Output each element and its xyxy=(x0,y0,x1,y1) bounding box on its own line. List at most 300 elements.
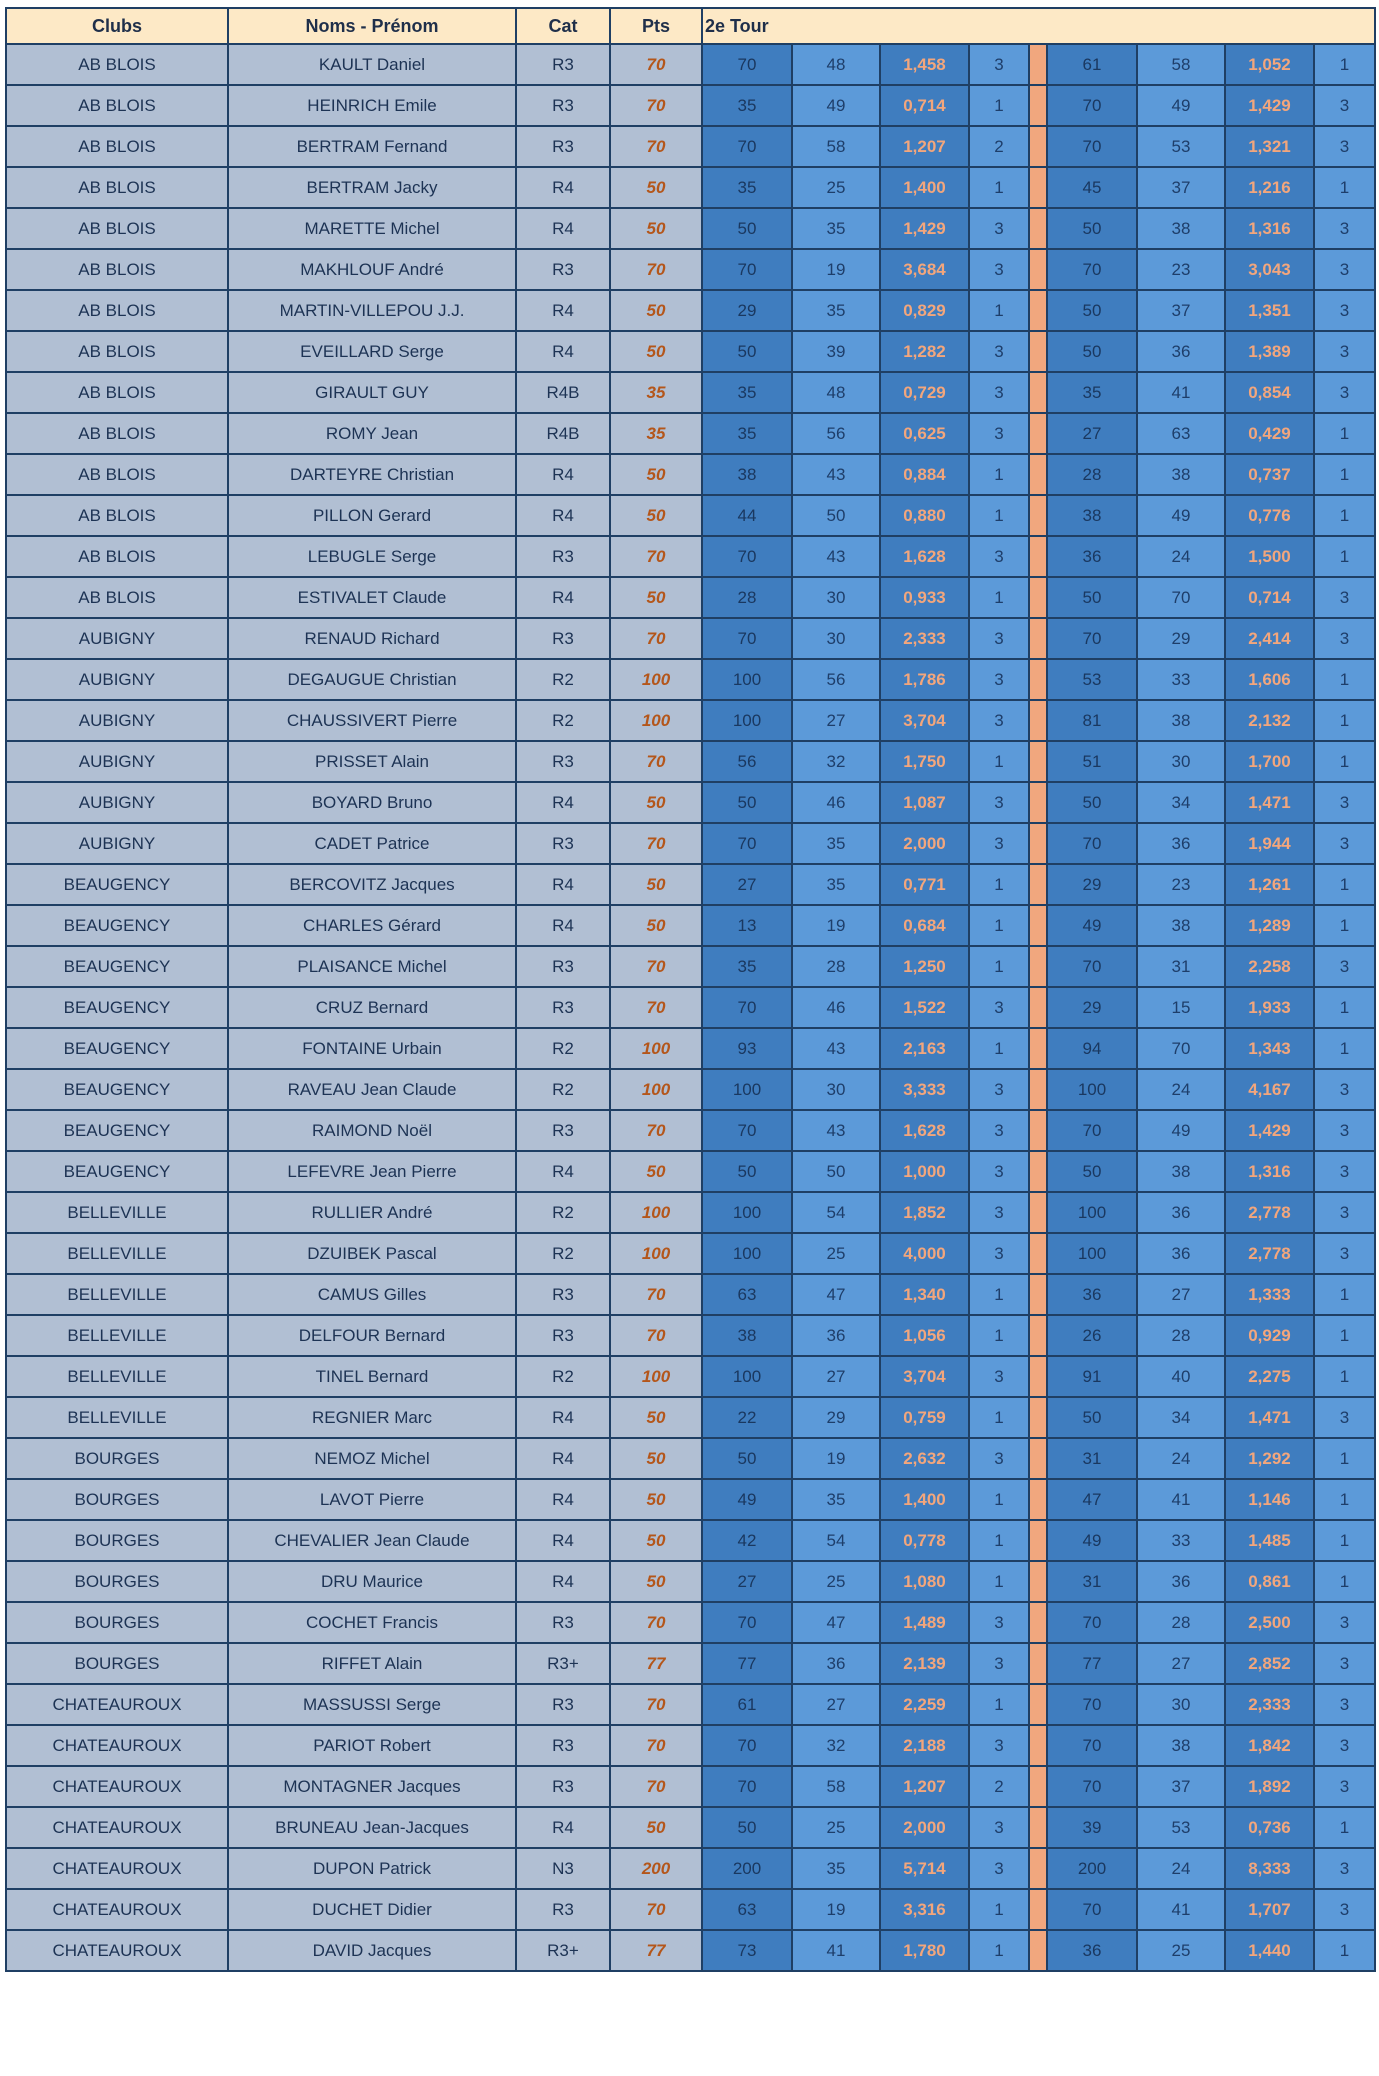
cell-t2-points: 29 xyxy=(1047,864,1137,905)
cell-t2-reprises: 53 xyxy=(1137,126,1225,167)
cell-t1-score: 1 xyxy=(969,1397,1029,1438)
cell-name: RIFFET Alain xyxy=(228,1643,516,1684)
cell-cat: R3 xyxy=(516,1315,610,1356)
cell-t2-reprises: 49 xyxy=(1137,85,1225,126)
cell-pts: 50 xyxy=(610,1807,702,1848)
cell-t2-points: 51 xyxy=(1047,741,1137,782)
table-row xyxy=(6,1356,1375,1397)
cell-t2-reprises: 29 xyxy=(1137,618,1225,659)
cell-t1-moyenne: 2,632 xyxy=(880,1438,969,1479)
cell-t2-moyenne: 0,929 xyxy=(1225,1315,1314,1356)
cell-pts: 100 xyxy=(610,1233,702,1274)
cell-t1-score: 3 xyxy=(969,1151,1029,1192)
cell-t1-reprises: 35 xyxy=(792,290,880,331)
table-row xyxy=(6,167,1375,208)
cell-t1-reprises: 35 xyxy=(792,864,880,905)
header-cat: Cat xyxy=(516,8,610,44)
cell-cat: R3 xyxy=(516,1766,610,1807)
cell-t2-score: 1 xyxy=(1314,1274,1375,1315)
cell-t1-score: 3 xyxy=(969,823,1029,864)
cell-t2-points: 91 xyxy=(1047,1356,1137,1397)
cell-name: CRUZ Bernard xyxy=(228,987,516,1028)
cell-t2-points: 49 xyxy=(1047,1520,1137,1561)
cell-t1-moyenne: 2,163 xyxy=(880,1028,969,1069)
cell-cat: R3 xyxy=(516,618,610,659)
cell-t2-points: 28 xyxy=(1047,454,1137,495)
cell-t2-reprises: 36 xyxy=(1137,1561,1225,1602)
separator xyxy=(1029,1766,1047,1807)
cell-club: AB BLOIS xyxy=(6,413,228,454)
cell-t1-reprises: 46 xyxy=(792,782,880,823)
cell-t2-score: 3 xyxy=(1314,1725,1375,1766)
cell-t2-points: 100 xyxy=(1047,1192,1137,1233)
cell-cat: R3 xyxy=(516,946,610,987)
cell-pts: 35 xyxy=(610,413,702,454)
cell-t1-points: 200 xyxy=(702,1848,792,1889)
cell-cat: R3 xyxy=(516,1274,610,1315)
cell-name: HEINRICH Emile xyxy=(228,85,516,126)
separator xyxy=(1029,454,1047,495)
cell-club: BOURGES xyxy=(6,1561,228,1602)
cell-t2-moyenne: 1,343 xyxy=(1225,1028,1314,1069)
cell-cat: R3+ xyxy=(516,1930,610,1971)
cell-t1-score: 3 xyxy=(969,1192,1029,1233)
cell-t2-points: 77 xyxy=(1047,1643,1137,1684)
cell-t2-moyenne: 1,606 xyxy=(1225,659,1314,700)
cell-t1-points: 100 xyxy=(702,659,792,700)
cell-t2-points: 50 xyxy=(1047,1397,1137,1438)
cell-t2-points: 50 xyxy=(1047,1151,1137,1192)
cell-t1-score: 3 xyxy=(969,536,1029,577)
cell-t2-points: 70 xyxy=(1047,1110,1137,1151)
cell-t2-points: 50 xyxy=(1047,782,1137,823)
separator xyxy=(1029,1274,1047,1315)
cell-t1-points: 42 xyxy=(702,1520,792,1561)
cell-t2-reprises: 41 xyxy=(1137,372,1225,413)
cell-t2-score: 3 xyxy=(1314,126,1375,167)
cell-t1-moyenne: 1,000 xyxy=(880,1151,969,1192)
cell-t2-points: 61 xyxy=(1047,44,1137,85)
cell-t1-reprises: 43 xyxy=(792,1110,880,1151)
cell-t1-points: 35 xyxy=(702,372,792,413)
cell-t1-moyenne: 3,333 xyxy=(880,1069,969,1110)
cell-t2-reprises: 24 xyxy=(1137,536,1225,577)
cell-t2-reprises: 25 xyxy=(1137,1930,1225,1971)
cell-t2-points: 70 xyxy=(1047,85,1137,126)
separator xyxy=(1029,536,1047,577)
table-row xyxy=(6,1069,1375,1110)
cell-t1-reprises: 29 xyxy=(792,1397,880,1438)
cell-pts: 100 xyxy=(610,659,702,700)
cell-cat: R4 xyxy=(516,1520,610,1561)
cell-t2-reprises: 38 xyxy=(1137,700,1225,741)
cell-cat: R2 xyxy=(516,659,610,700)
table-row xyxy=(6,85,1375,126)
header-row xyxy=(6,8,1375,44)
cell-cat: R4 xyxy=(516,208,610,249)
table-row xyxy=(6,290,1375,331)
cell-t2-reprises: 37 xyxy=(1137,1766,1225,1807)
cell-t1-points: 38 xyxy=(702,454,792,495)
cell-t2-reprises: 37 xyxy=(1137,167,1225,208)
separator xyxy=(1029,167,1047,208)
cell-t2-points: 35 xyxy=(1047,372,1137,413)
cell-t2-score: 1 xyxy=(1314,495,1375,536)
cell-t2-score: 3 xyxy=(1314,1602,1375,1643)
cell-club: BEAUGENCY xyxy=(6,905,228,946)
cell-t2-score: 1 xyxy=(1314,659,1375,700)
cell-pts: 200 xyxy=(610,1848,702,1889)
cell-name: MAKHLOUF André xyxy=(228,249,516,290)
cell-t1-score: 1 xyxy=(969,1889,1029,1930)
cell-t2-reprises: 27 xyxy=(1137,1643,1225,1684)
cell-cat: R3 xyxy=(516,1110,610,1151)
cell-t2-reprises: 37 xyxy=(1137,290,1225,331)
cell-t1-reprises: 46 xyxy=(792,987,880,1028)
table-row xyxy=(6,1438,1375,1479)
cell-cat: R3 xyxy=(516,85,610,126)
cell-t1-points: 100 xyxy=(702,700,792,741)
cell-t2-score: 1 xyxy=(1314,864,1375,905)
cell-t1-moyenne: 1,400 xyxy=(880,1479,969,1520)
cell-t2-reprises: 38 xyxy=(1137,208,1225,249)
cell-club: AUBIGNY xyxy=(6,700,228,741)
cell-t1-moyenne: 3,704 xyxy=(880,1356,969,1397)
cell-t2-reprises: 30 xyxy=(1137,1684,1225,1725)
cell-t1-reprises: 50 xyxy=(792,1151,880,1192)
cell-t1-score: 3 xyxy=(969,1725,1029,1766)
separator xyxy=(1029,290,1047,331)
cell-t1-score: 3 xyxy=(969,659,1029,700)
cell-t1-moyenne: 1,207 xyxy=(880,126,969,167)
cell-t2-score: 3 xyxy=(1314,946,1375,987)
cell-t2-score: 1 xyxy=(1314,536,1375,577)
cell-t1-points: 100 xyxy=(702,1069,792,1110)
cell-t2-reprises: 38 xyxy=(1137,1725,1225,1766)
cell-t1-score: 3 xyxy=(969,1356,1029,1397)
cell-cat: R4 xyxy=(516,331,610,372)
cell-t2-moyenne: 0,861 xyxy=(1225,1561,1314,1602)
cell-t1-points: 27 xyxy=(702,1561,792,1602)
cell-t2-reprises: 24 xyxy=(1137,1848,1225,1889)
separator xyxy=(1029,577,1047,618)
cell-t1-reprises: 35 xyxy=(792,1479,880,1520)
cell-t1-moyenne: 0,933 xyxy=(880,577,969,618)
cell-t1-moyenne: 0,778 xyxy=(880,1520,969,1561)
cell-pts: 70 xyxy=(610,1110,702,1151)
cell-t2-score: 3 xyxy=(1314,85,1375,126)
cell-t1-points: 38 xyxy=(702,1315,792,1356)
cell-t2-moyenne: 1,707 xyxy=(1225,1889,1314,1930)
cell-t1-reprises: 47 xyxy=(792,1602,880,1643)
cell-t1-moyenne: 1,522 xyxy=(880,987,969,1028)
cell-t2-moyenne: 1,471 xyxy=(1225,782,1314,823)
cell-cat: R4 xyxy=(516,782,610,823)
cell-pts: 70 xyxy=(610,1315,702,1356)
cell-pts: 100 xyxy=(610,1069,702,1110)
cell-cat: R4B xyxy=(516,372,610,413)
cell-t2-moyenne: 3,043 xyxy=(1225,249,1314,290)
cell-t2-points: 70 xyxy=(1047,1684,1137,1725)
cell-t1-points: 63 xyxy=(702,1889,792,1930)
separator xyxy=(1029,700,1047,741)
cell-t1-points: 50 xyxy=(702,208,792,249)
separator xyxy=(1029,1110,1047,1151)
cell-name: RAVEAU Jean Claude xyxy=(228,1069,516,1110)
cell-name: DAVID Jacques xyxy=(228,1930,516,1971)
cell-t1-points: 70 xyxy=(702,618,792,659)
table-row xyxy=(6,1233,1375,1274)
cell-t1-score: 3 xyxy=(969,782,1029,823)
cell-t1-moyenne: 1,750 xyxy=(880,741,969,782)
cell-t2-reprises: 24 xyxy=(1137,1069,1225,1110)
cell-club: CHATEAUROUX xyxy=(6,1889,228,1930)
separator xyxy=(1029,249,1047,290)
cell-t1-score: 3 xyxy=(969,331,1029,372)
cell-t1-score: 1 xyxy=(969,1479,1029,1520)
separator xyxy=(1029,823,1047,864)
cell-t2-points: 70 xyxy=(1047,618,1137,659)
cell-t1-moyenne: 3,316 xyxy=(880,1889,969,1930)
cell-t2-points: 31 xyxy=(1047,1438,1137,1479)
cell-t2-score: 3 xyxy=(1314,208,1375,249)
cell-t2-reprises: 40 xyxy=(1137,1356,1225,1397)
cell-t2-score: 1 xyxy=(1314,1520,1375,1561)
cell-club: AB BLOIS xyxy=(6,44,228,85)
cell-name: MARETTE Michel xyxy=(228,208,516,249)
cell-t1-score: 1 xyxy=(969,1274,1029,1315)
header-noms: Noms - Prénom xyxy=(228,8,516,44)
cell-cat: R4 xyxy=(516,1397,610,1438)
cell-club: CHATEAUROUX xyxy=(6,1766,228,1807)
cell-t1-moyenne: 2,259 xyxy=(880,1684,969,1725)
cell-t2-moyenne: 1,429 xyxy=(1225,85,1314,126)
cell-cat: R3 xyxy=(516,536,610,577)
cell-t2-moyenne: 1,892 xyxy=(1225,1766,1314,1807)
cell-t1-moyenne: 1,400 xyxy=(880,167,969,208)
cell-t2-score: 3 xyxy=(1314,1848,1375,1889)
cell-t1-points: 50 xyxy=(702,1151,792,1192)
cell-t2-moyenne: 1,500 xyxy=(1225,536,1314,577)
cell-name: RENAUD Richard xyxy=(228,618,516,659)
cell-t1-moyenne: 1,458 xyxy=(880,44,969,85)
table-row xyxy=(6,864,1375,905)
cell-cat: R4B xyxy=(516,413,610,454)
cell-t1-points: 100 xyxy=(702,1233,792,1274)
cell-t1-points: 70 xyxy=(702,126,792,167)
cell-t2-reprises: 49 xyxy=(1137,495,1225,536)
cell-t1-reprises: 43 xyxy=(792,536,880,577)
separator xyxy=(1029,495,1047,536)
cell-club: AUBIGNY xyxy=(6,741,228,782)
cell-t1-score: 3 xyxy=(969,44,1029,85)
table-row xyxy=(6,1766,1375,1807)
cell-name: PRISSET Alain xyxy=(228,741,516,782)
cell-t1-points: 50 xyxy=(702,331,792,372)
cell-name: KAULT Daniel xyxy=(228,44,516,85)
cell-t2-points: 36 xyxy=(1047,1274,1137,1315)
cell-pts: 35 xyxy=(610,372,702,413)
table-row xyxy=(6,126,1375,167)
cell-t2-points: 26 xyxy=(1047,1315,1137,1356)
cell-club: AUBIGNY xyxy=(6,659,228,700)
cell-t2-points: 70 xyxy=(1047,126,1137,167)
cell-name: MASSUSSI Serge xyxy=(228,1684,516,1725)
cell-t1-score: 1 xyxy=(969,946,1029,987)
cell-t2-score: 1 xyxy=(1314,1438,1375,1479)
separator xyxy=(1029,1602,1047,1643)
cell-t2-points: 45 xyxy=(1047,167,1137,208)
cell-t2-points: 29 xyxy=(1047,987,1137,1028)
cell-t2-moyenne: 1,146 xyxy=(1225,1479,1314,1520)
cell-name: BERCOVITZ Jacques xyxy=(228,864,516,905)
cell-t2-score: 3 xyxy=(1314,782,1375,823)
cell-t1-moyenne: 1,429 xyxy=(880,208,969,249)
cell-t2-points: 50 xyxy=(1047,577,1137,618)
cell-t2-moyenne: 1,292 xyxy=(1225,1438,1314,1479)
cell-t1-reprises: 19 xyxy=(792,249,880,290)
cell-t1-moyenne: 2,139 xyxy=(880,1643,969,1684)
cell-cat: R4 xyxy=(516,167,610,208)
cell-t1-reprises: 27 xyxy=(792,700,880,741)
separator xyxy=(1029,208,1047,249)
table-row xyxy=(6,1192,1375,1233)
cell-t1-reprises: 19 xyxy=(792,1889,880,1930)
separator xyxy=(1029,659,1047,700)
cell-t1-points: 70 xyxy=(702,44,792,85)
separator xyxy=(1029,864,1047,905)
cell-name: BERTRAM Jacky xyxy=(228,167,516,208)
cell-t1-reprises: 41 xyxy=(792,1930,880,1971)
cell-t2-score: 3 xyxy=(1314,823,1375,864)
cell-t1-moyenne: 1,852 xyxy=(880,1192,969,1233)
cell-name: DARTEYRE Christian xyxy=(228,454,516,495)
separator xyxy=(1029,331,1047,372)
cell-name: MONTAGNER Jacques xyxy=(228,1766,516,1807)
cell-t1-reprises: 30 xyxy=(792,1069,880,1110)
cell-t1-reprises: 48 xyxy=(792,372,880,413)
cell-t1-reprises: 25 xyxy=(792,1561,880,1602)
cell-t2-points: 36 xyxy=(1047,1930,1137,1971)
cell-cat: R2 xyxy=(516,1192,610,1233)
cell-t2-score: 1 xyxy=(1314,741,1375,782)
cell-t1-points: 50 xyxy=(702,782,792,823)
cell-t1-points: 50 xyxy=(702,1807,792,1848)
cell-club: AB BLOIS xyxy=(6,208,228,249)
cell-t1-points: 77 xyxy=(702,1643,792,1684)
cell-t1-score: 3 xyxy=(969,1807,1029,1848)
cell-t1-score: 3 xyxy=(969,987,1029,1028)
cell-cat: R4 xyxy=(516,290,610,331)
cell-name: CAMUS Gilles xyxy=(228,1274,516,1315)
cell-cat: R3+ xyxy=(516,1643,610,1684)
cell-t2-reprises: 31 xyxy=(1137,946,1225,987)
cell-club: BELLEVILLE xyxy=(6,1315,228,1356)
cell-t1-points: 22 xyxy=(702,1397,792,1438)
cell-name: DELFOUR Bernard xyxy=(228,1315,516,1356)
cell-t1-reprises: 19 xyxy=(792,905,880,946)
cell-t1-score: 1 xyxy=(969,454,1029,495)
cell-t2-moyenne: 4,167 xyxy=(1225,1069,1314,1110)
cell-club: BOURGES xyxy=(6,1520,228,1561)
cell-pts: 70 xyxy=(610,249,702,290)
cell-t2-score: 1 xyxy=(1314,454,1375,495)
cell-t1-reprises: 35 xyxy=(792,823,880,864)
cell-t2-moyenne: 1,440 xyxy=(1225,1930,1314,1971)
cell-pts: 50 xyxy=(610,331,702,372)
cell-t2-reprises: 49 xyxy=(1137,1110,1225,1151)
cell-t2-reprises: 33 xyxy=(1137,1520,1225,1561)
table-row xyxy=(6,536,1375,577)
cell-cat: R4 xyxy=(516,1561,610,1602)
cell-t2-points: 70 xyxy=(1047,1889,1137,1930)
cell-t1-points: 70 xyxy=(702,1725,792,1766)
cell-name: PARIOT Robert xyxy=(228,1725,516,1766)
cell-t1-reprises: 28 xyxy=(792,946,880,987)
cell-t1-score: 1 xyxy=(969,1315,1029,1356)
cell-name: PLAISANCE Michel xyxy=(228,946,516,987)
cell-t2-moyenne: 1,333 xyxy=(1225,1274,1314,1315)
cell-t2-reprises: 70 xyxy=(1137,1028,1225,1069)
cell-pts: 70 xyxy=(610,85,702,126)
cell-t2-points: 36 xyxy=(1047,536,1137,577)
cell-cat: R4 xyxy=(516,1807,610,1848)
separator xyxy=(1029,1438,1047,1479)
cell-t2-reprises: 33 xyxy=(1137,659,1225,700)
table-row xyxy=(6,946,1375,987)
cell-club: AB BLOIS xyxy=(6,85,228,126)
cell-t2-moyenne: 2,852 xyxy=(1225,1643,1314,1684)
table-row xyxy=(6,1151,1375,1192)
cell-t2-score: 3 xyxy=(1314,1233,1375,1274)
cell-pts: 50 xyxy=(610,1479,702,1520)
cell-t2-moyenne: 1,321 xyxy=(1225,126,1314,167)
cell-cat: R3 xyxy=(516,823,610,864)
cell-t2-moyenne: 0,854 xyxy=(1225,372,1314,413)
cell-t2-reprises: 30 xyxy=(1137,741,1225,782)
cell-t2-moyenne: 0,714 xyxy=(1225,577,1314,618)
cell-club: BOURGES xyxy=(6,1643,228,1684)
cell-t2-score: 3 xyxy=(1314,1192,1375,1233)
table-row xyxy=(6,905,1375,946)
table-row xyxy=(6,1479,1375,1520)
cell-t1-points: 61 xyxy=(702,1684,792,1725)
cell-t1-reprises: 25 xyxy=(792,167,880,208)
cell-t1-reprises: 27 xyxy=(792,1684,880,1725)
cell-t1-score: 3 xyxy=(969,1069,1029,1110)
cell-club: BELLEVILLE xyxy=(6,1233,228,1274)
cell-name: CHEVALIER Jean Claude xyxy=(228,1520,516,1561)
cell-pts: 50 xyxy=(610,1438,702,1479)
cell-t2-moyenne: 2,778 xyxy=(1225,1192,1314,1233)
cell-t2-score: 1 xyxy=(1314,987,1375,1028)
cell-t1-moyenne: 0,829 xyxy=(880,290,969,331)
cell-name: GIRAULT GUY xyxy=(228,372,516,413)
cell-t2-points: 53 xyxy=(1047,659,1137,700)
cell-t1-score: 1 xyxy=(969,905,1029,946)
cell-name: LAVOT Pierre xyxy=(228,1479,516,1520)
cell-pts: 50 xyxy=(610,1520,702,1561)
cell-cat: R4 xyxy=(516,1438,610,1479)
table-row xyxy=(6,1274,1375,1315)
cell-t2-score: 3 xyxy=(1314,331,1375,372)
cell-t1-points: 70 xyxy=(702,823,792,864)
cell-t1-reprises: 36 xyxy=(792,1315,880,1356)
separator xyxy=(1029,1889,1047,1930)
cell-t2-score: 1 xyxy=(1314,1479,1375,1520)
cell-t1-score: 1 xyxy=(969,85,1029,126)
cell-t2-moyenne: 1,933 xyxy=(1225,987,1314,1028)
